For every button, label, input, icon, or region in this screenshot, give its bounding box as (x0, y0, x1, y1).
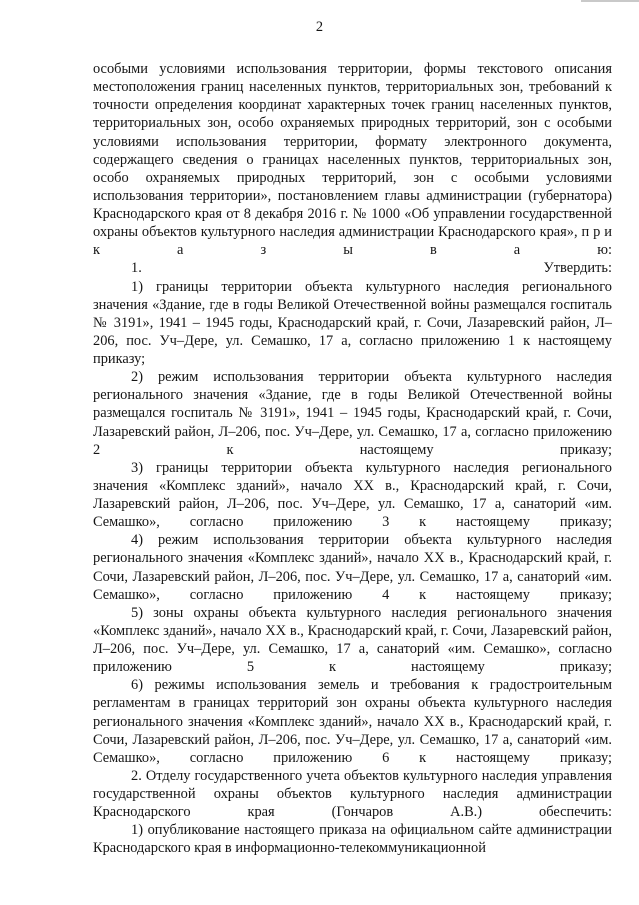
paragraph-section-2: 2. Отделу государственного учета объектов культурного наследия управления государственной охраны объектов культурного наследия администрации Краснодарского края (Гончаров А.В.) обеспечить: (93, 767, 612, 821)
paragraph-item-6: 6) режимы использования земель и требования к градостроительным регламентам в границах территорий зон охраны объекта культурного наследия регионального значения «Комплекс зданий», начало XX в., Краснодарский край, г. Сочи, Лазаревский район, Л–206, пос. Уч–Дере, ул. Семашко, 17 а, санаторий «им. Семашко», согласно приложению 6 к настоящему приказу; (93, 677, 612, 766)
page-number: 2 (315, 19, 324, 35)
paragraph-preamble: особыми условиями использования территории, формы текстового описания местоположения границ населенных пунктов, территориальных зон, требований к точности определения координат характерных точек границ населенных пунктов, территориальных зон, особо охраняемых природных территорий, зон с особыми условиями использования территории, формату электронного документа, содержащего сведения о границах населенных пунктов, территориальных зон, особо охраняемых природных территорий, зон с особыми условиями использования территории», постановлением главы администрации (губернатора) Краснодарского края от 8 декабря 2016 г. № 1000 «Об управлении государственной охраны объектов культурного наследия администрации Краснодарского края», п р и к а з ы в а ю: (93, 61, 612, 259)
paragraph-section-2-item-1: 1) опубликование настоящего приказа на официальном сайте администрации Краснодарского края в информационно-телекоммуникационной (93, 822, 612, 857)
scan-edge-mark (581, 0, 639, 2)
document-body (93, 60, 612, 858)
paragraph-approve-heading: 1. Утвердить: (131, 260, 612, 277)
paragraph-item-5: 5) зоны охраны объекта культурного наследия регионального значения «Комплекс зданий», начало XX в., Краснодарский край, г. Сочи, Лазаревский район, Л–206, пос. Уч–Дере, ул. Семашко, 17 а, санаторий «им. Семашко», согласно приложению 5 к настоящему приказу; (93, 604, 612, 676)
paragraph-item-1: 1) границы территории объекта культурного наследия регионального значения «Здание, где в годы Великой Отечественной войны размещался госпиталь № 3191», 1941 – 1945 годы, Краснодарский край, г. Сочи, Лазаревский район, Л–206, пос. Уч–Дере, ул. Семашко, 17 а, согласно приложению 1 к настоящему приказу; (93, 278, 612, 367)
paragraph-item-2: 2) режим использования территории объекта культурного наследия регионального значения «Здание, где в годы Великой Отечественной войны размещался госпиталь № 3191», 1941 – 1945 годы, Краснодарский край, г. Сочи, Лазаревский район, Л–206, пос. Уч–Дере, ул. Семашко, 17 а, согласно приложению 2 к настоящему приказу; (93, 369, 612, 458)
paragraph-item-3: 3) границы территории объекта культурного наследия регионального значения «Комплекс зданий», начало XX в., Краснодарский край, г. Сочи, Лазаревский район, Л–206, пос. Уч–Дере, ул. Семашко, 17 а, санаторий «им. Семашко», согласно приложению 3 к настоящему приказу; (93, 459, 612, 531)
paragraph-item-4: 4) режим использования территории объекта культурного наследия регионального значения «Комплекс зданий», начало XX в., Краснодарский край, г. Сочи, Лазаревский район, Л–206, пос. Уч–Дере, ул. Семашко, 17 а, санаторий «им. Семашко», согласно приложению 4 к настоящему приказу; (93, 532, 612, 603)
